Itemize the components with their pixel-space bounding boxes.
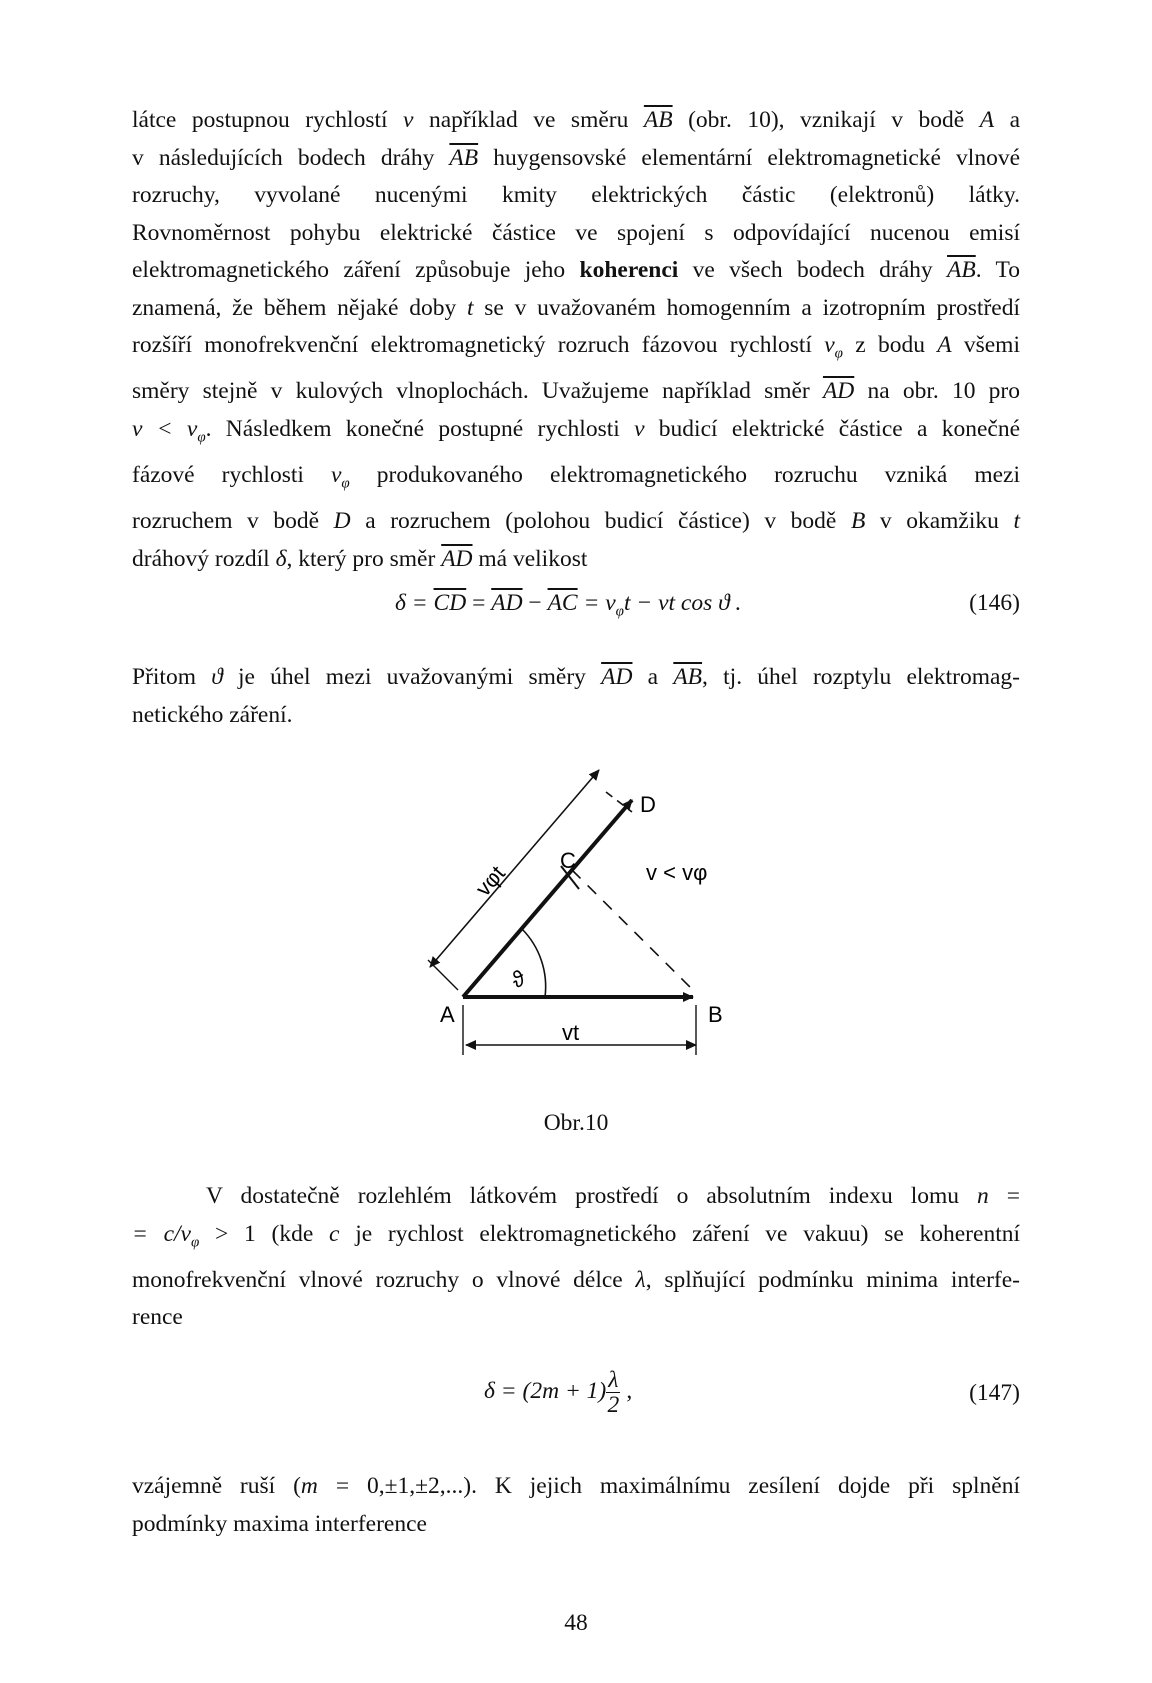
text-line: dráhový rozdíl δ, který pro směr $\overline{AD}$ má velikost <box>132 545 588 572</box>
label-b: B <box>708 1002 723 1027</box>
label-vt: vt <box>562 1020 580 1045</box>
equation-number-147: (147) <box>969 1380 1020 1406</box>
equation-146: $\delta = \overline{CD} = \overline{AD} - \overline{AC} = v_\varphi t$ − vt cos ϑ . <box>395 590 742 620</box>
text-line: znamená, že během nějaké doby t se v uvažovaném homogenním a izotropním prostředí <box>132 294 1020 321</box>
label-vphit: vφt <box>470 860 510 901</box>
text-line: fázové rychlosti $v_\varphi$ produkovaného elektromagnetického rozruchu vzniká mezi <box>132 461 1020 492</box>
text-line: netického záření. <box>132 701 293 728</box>
text-line: rozšíří monofrekvenční elektromagnetický rozruch fázovou rychlostí $v_\varphi$ z bodu A všemi <box>132 332 1020 362</box>
paragraph-4 <box>132 1468 1020 1543</box>
paragraph-3 <box>132 1178 1020 1337</box>
extension-a <box>428 960 458 990</box>
text-line: látce postupnou rychlostí v například ve směru $\overline{AB}$ (obr. 10), vznikají v bodě A a <box>132 107 1021 133</box>
text-line: rozruchem v bodě D a rozruchem (polohou budicí částice) v bodě B v okamžiku t <box>132 508 1020 535</box>
label-a: A <box>440 1002 455 1027</box>
figure-caption: Obr.10 <box>543 1110 609 1136</box>
label-d: D <box>640 792 656 817</box>
text-line: vzájemně ruší (m = 0,±1,±2,...). K jejich maximálnímu zesílení dojde při splnění <box>132 1473 1020 1499</box>
text-line: směry stejně v kulových vlnoplochách. Uvažujeme například směr $\overline{AD}$ na obr. 10 pro <box>132 378 1020 405</box>
text-line: podmínky maxima interference <box>132 1510 427 1537</box>
text-line: = $c/v_\varphi > 1$ (kde c je rychlost elektromagnetického záření ve vakuu) se koherentní <box>132 1220 1020 1251</box>
label-condition: v < vφ <box>646 860 708 885</box>
text-line: Rovnoměrnost pohybu elektrické částice ve spojení s odpovídající nucenou emisí <box>132 219 1020 246</box>
text-line: V dostatečně rozlehlém látkovém prostředí o absolutním indexu lomu n = <box>206 1183 1020 1209</box>
fraction: $\frac{\lambda}{2}$ <box>607 1367 620 1418</box>
label-theta: ϑ <box>506 965 530 993</box>
text-line: rozruchy, vyvolané nucenými kmity elektrických částic (elektronů) látky. <box>132 182 1020 208</box>
text-line: elektromagnetického záření způsobuje jeho koherenci ve všech bodech dráhy $\overline{AB}$. To <box>132 257 1020 283</box>
equation-147: δ = (2m + 1) $\frac{\lambda}{2}$ , <box>484 1367 633 1418</box>
text-line: v následujících bodech dráhy $\overline{AB}$ huygensovské elementární elektromagnetické vlnové <box>132 144 1020 171</box>
equation-number-146: (146) <box>969 590 1020 616</box>
dashed-perpendicular <box>572 870 693 990</box>
text-line: monofrekvenční vlnové rozruchy o vlnové délce λ, splňující podmínku minima interfe- <box>132 1266 1020 1293</box>
text-line: Přitom ϑ je úhel mezi uvažovanými směry $\overline{AD}$ a $\overline{AB}$, tj. úhel rozptylu elektromag- <box>132 664 1020 690</box>
text-line: $v < v_\varphi$. Následkem konečné postupné rychlosti v budicí elektrické částice a konečné <box>132 415 1021 446</box>
page-number: 48 <box>564 1610 588 1636</box>
label-c: C <box>560 848 576 873</box>
text-line: rence <box>132 1304 183 1331</box>
